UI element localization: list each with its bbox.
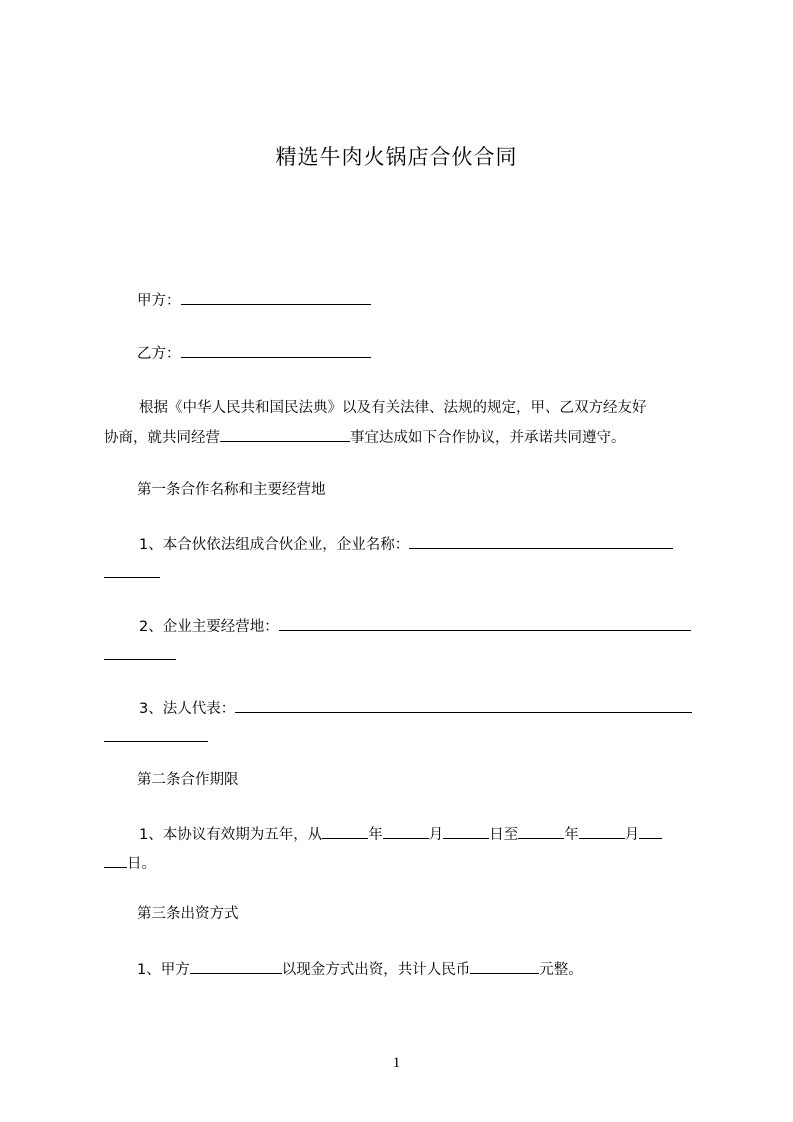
- end-day-blank-cont[interactable]: [104, 853, 127, 868]
- party-a-blank[interactable]: [181, 290, 371, 305]
- a3-item-1-mid: 以现金方式出资，共计人民币: [281, 962, 471, 978]
- end-year-label: 年: [564, 827, 579, 843]
- article-3-heading: 第三条出资方式: [137, 906, 239, 922]
- article-1-heading: 第一条合作名称和主要经营地: [137, 482, 326, 498]
- a3-item-1-suffix: 元整。: [539, 962, 583, 978]
- intro-text-2a: 协商，就共同经营: [104, 430, 220, 446]
- company-name-blank[interactable]: [409, 534, 673, 549]
- a1-item-2-cont: [104, 645, 176, 666]
- a2-item-1-text: 1、本协议有效期为五年，从: [139, 827, 323, 843]
- start-month-label: 月: [428, 827, 444, 843]
- party-a-label: 甲方：: [137, 293, 181, 309]
- business-blank[interactable]: [220, 427, 350, 442]
- a1-item-1-line: [139, 534, 673, 555]
- party-a-line: [137, 290, 371, 311]
- end-day-label: 日。: [127, 856, 156, 872]
- party-b-line: [137, 343, 371, 364]
- a1-item-2-line: [139, 616, 691, 637]
- start-month-blank[interactable]: [383, 824, 429, 839]
- a3-item-1-prefix: 1、甲方: [137, 962, 190, 978]
- business-address-blank-cont[interactable]: [104, 645, 176, 660]
- page-number: 1: [392, 1055, 401, 1071]
- intro-line-1: [139, 398, 647, 418]
- intro-line-2: [104, 427, 626, 448]
- legal-rep-blank[interactable]: [235, 698, 692, 713]
- party-a-name-blank[interactable]: [190, 959, 282, 974]
- a1-item-3-text: 3、法人代表：: [139, 701, 236, 717]
- party-b-label: 乙方：: [137, 346, 181, 362]
- intro-text-2b: 事宜达成如下合作协议，并承诺共同遵守。: [350, 430, 626, 446]
- a3-item-1-line: [137, 959, 583, 980]
- article-2-heading: 第二条合作期限: [137, 772, 239, 788]
- party-b-blank[interactable]: [181, 343, 371, 358]
- end-day-blank[interactable]: [639, 824, 662, 839]
- a1-item-3-cont: [104, 727, 208, 748]
- end-month-blank[interactable]: [579, 824, 625, 839]
- end-year-blank[interactable]: [518, 824, 564, 839]
- start-year-blank[interactable]: [322, 824, 368, 839]
- a1-item-2-text: 2、企业主要经营地：: [139, 619, 279, 635]
- start-day-blank[interactable]: [443, 824, 489, 839]
- a1-item-1-cont: [104, 563, 160, 584]
- a2-item-1-cont: [104, 853, 156, 874]
- legal-rep-blank-cont[interactable]: [104, 727, 208, 742]
- business-address-blank[interactable]: [279, 616, 691, 631]
- company-name-blank-cont[interactable]: [104, 563, 160, 578]
- a1-item-3-line: [139, 698, 692, 719]
- a2-item-1-line: [139, 824, 662, 845]
- amount-blank[interactable]: [470, 959, 539, 974]
- start-day-to-label: 日至: [489, 827, 519, 843]
- document-title: 精选牛肉火锅店合伙合同: [275, 145, 518, 169]
- start-year-label: 年: [368, 827, 383, 843]
- a1-item-1-text: 1、本合伙依法组成合伙企业，企业名称：: [139, 537, 410, 553]
- intro-text-1: 根据《中华人民共和国民法典》以及有关法律、法规的规定，甲、乙双方经友好: [139, 400, 647, 416]
- end-month-label: 月: [624, 827, 640, 843]
